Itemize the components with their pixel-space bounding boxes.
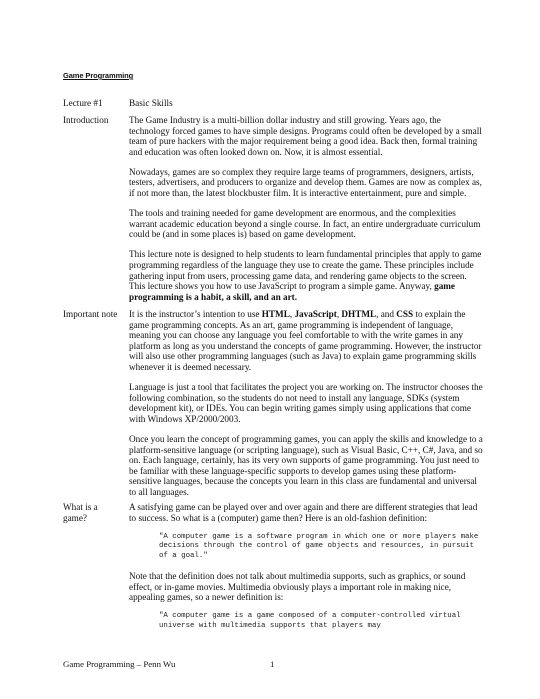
paragraph bbox=[129, 249, 483, 302]
page-number: 1 bbox=[270, 659, 275, 669]
what-is-game-body bbox=[129, 502, 483, 641]
lecture-title: Basic Skills bbox=[129, 98, 173, 108]
paragraph-text: , bbox=[336, 309, 342, 319]
paragraph: Nowadays, games are so complex they require large teams of programmers, designers, artists, testers, advertisers, and producers to organize and develop them. Games are now as complex as, if not more than, the latest blockbuster film. It is interactive entertainment, pure and simple. bbox=[129, 166, 482, 199]
paragraph: Language is just a tool that facilitates the project you are working on. The instructor chooses the following combination, so the students do not need to install any language, SDKs (system development kit), or IDEs. You can begin writing games simply using applications that come with Windows XP/2000/2003. bbox=[129, 382, 483, 424]
document-title: Game Programming bbox=[63, 71, 134, 80]
emphasis-text: DHTML bbox=[341, 309, 377, 319]
definition-quote: "A computer game is a game composed of a computer-controlled virtual universe with multimedia supports that players may bbox=[159, 612, 461, 630]
introduction-label: Introduction bbox=[63, 115, 109, 125]
definition-quote: "A computer game is a software program in which one or more players make decisions through the control of game objects and resources, in pursuit of a goal." bbox=[159, 532, 479, 560]
lecture-label: Lecture #1 bbox=[63, 98, 103, 108]
paragraph: A satisfying game can be played over and over again and there are different strategies that lead to success. So what is a (computer) game then? Here is an old-fashion definition: bbox=[129, 502, 478, 523]
paragraph: The Game Industry is a multi-billion dollar industry and still growing. Years ago, the technology forced games to have simple designs. Programs could often be developed by a small team of pure hackers with the major requirement being a good idea. Back then, formal training and education was often looked down on. Now, it is almost essential. bbox=[129, 115, 482, 157]
emphasis-text: HTML bbox=[261, 309, 290, 319]
paragraph-text: This lecture note is designed to help students to learn fundamental principles that apply to game programming regardless of the language they use to create the game. These principles include gathering input from users, processing game data, and rendering game objects to the screen. This lecture shows you how to use JavaScript to program a simple game. Anyway, bbox=[129, 249, 482, 292]
paragraph: Note that the definition does not talk about multimedia supports, such as graphics, or sound effect, or in-game movies. Multimedia obviously plays a important role in making nice, appealing games, so a newer definition is: bbox=[129, 570, 466, 603]
label-line: game? bbox=[63, 512, 87, 523]
emphasis-text: JavaScript bbox=[294, 309, 337, 319]
what-is-game-label bbox=[63, 502, 127, 523]
footer-text: Game Programming – Penn Wu bbox=[63, 659, 176, 669]
paragraph-text: , bbox=[289, 309, 295, 319]
label-line: What is a bbox=[63, 502, 98, 512]
important-note-body bbox=[129, 309, 483, 498]
paragraph bbox=[129, 309, 483, 373]
paragraph: The tools and training needed for game development are enormous, and the complexities warrant academic education beyond a single course. In fact, an entire undergraduate curriculum could be (and in some places is) based on game development. bbox=[129, 208, 481, 240]
emphasis-text: CSS bbox=[396, 309, 414, 319]
introduction-body bbox=[129, 115, 483, 302]
paragraph-text: , and bbox=[376, 309, 397, 319]
important-note-label: Important note bbox=[63, 309, 118, 319]
paragraph: Once you learn the concept of programming games, you can apply the skills and knowledge to a platform-sensitive language (or scripting language), such as Visual Basic, C++, C#, Java, and so on. Each language, certainly, has its very own supports of game programming. You just need to be familiar with these language-specific supports to develop games using these platform-sensitive languages, because the concepts you learn in this class are fundamental and universal to all languages. bbox=[129, 433, 483, 497]
paragraph-text: It is the instructor’s intention to use bbox=[129, 309, 262, 319]
paragraph-text: to explain the game programming concepts. As an art, game programming is independent of language, meaning you can choose any language you feel comfortable to with the write games in any platform as long as you understand the concepts of game programming. However, the instructor will also use other programming languages (such as Java) to explain game programming skills whenever it is deemed necessary. bbox=[129, 309, 482, 372]
emphasis-text: game programming is a habit, a skill, and an art. bbox=[129, 281, 456, 302]
